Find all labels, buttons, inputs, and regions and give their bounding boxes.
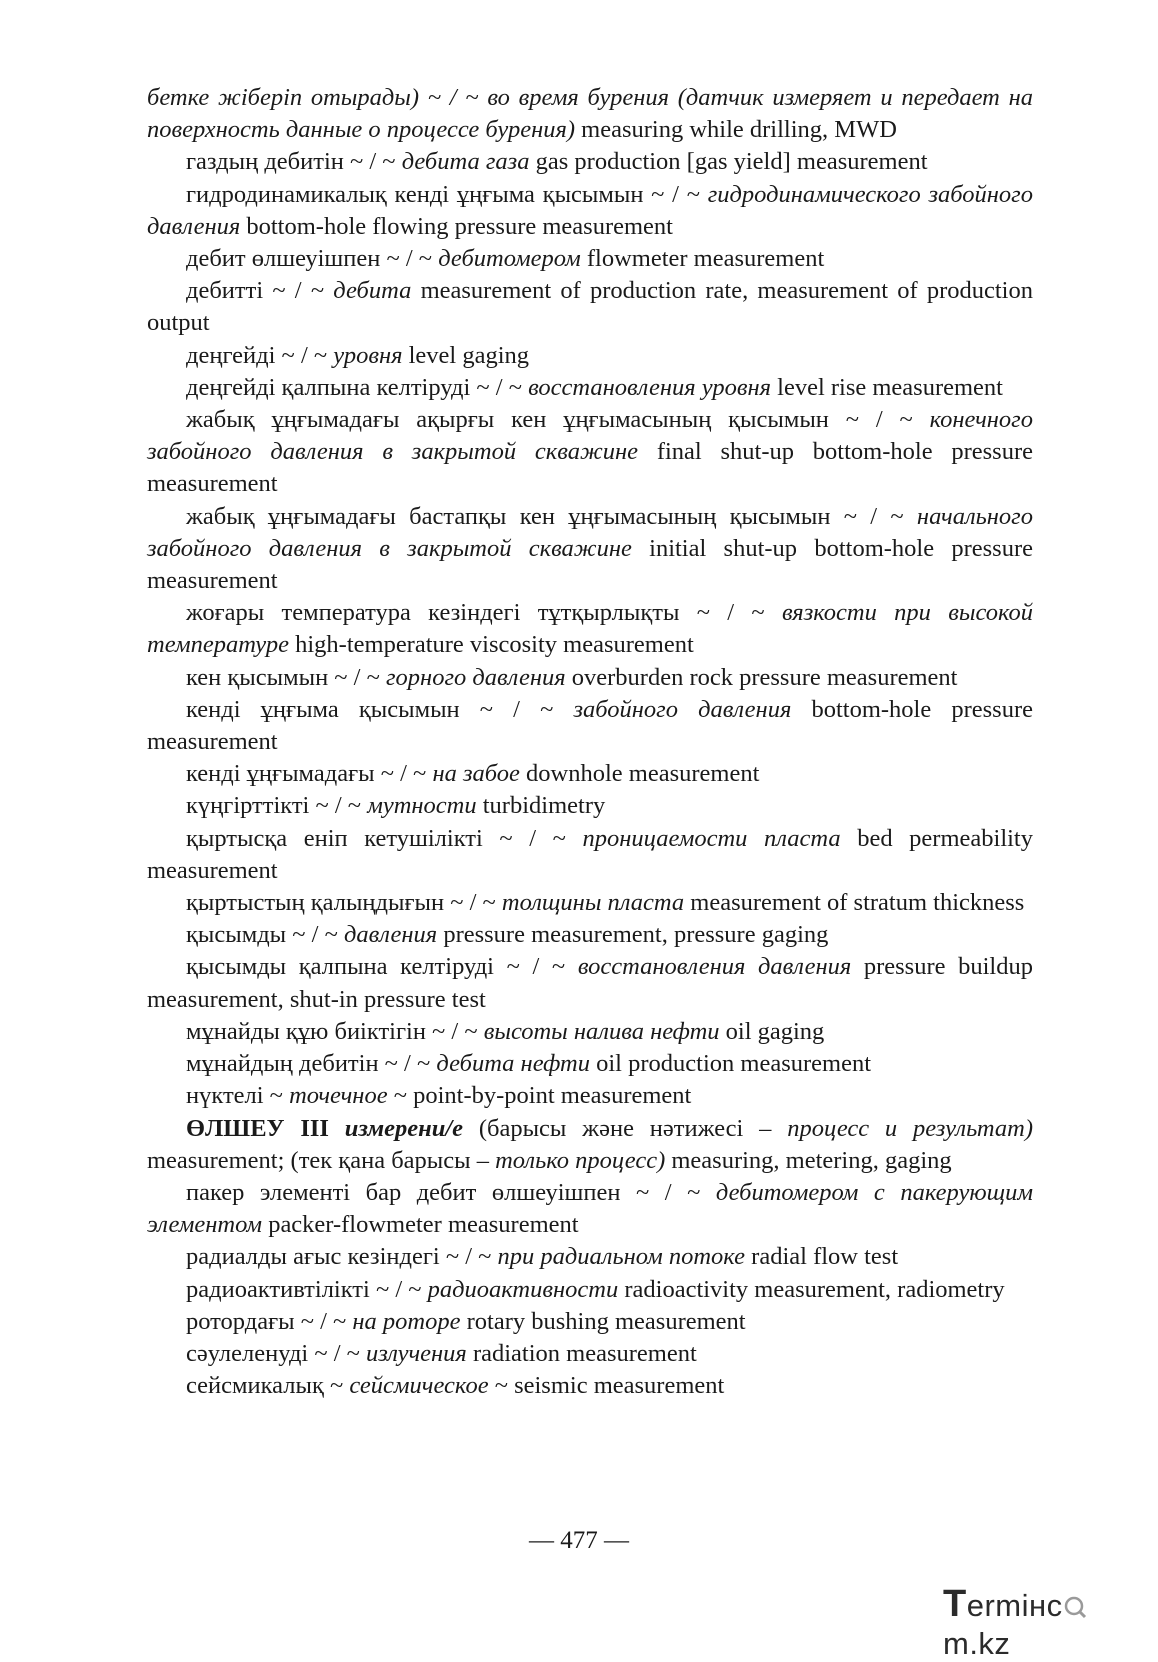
entry-part-en: overburden rock pressure measurement: [565, 663, 958, 691]
dictionary-entry: [147, 404, 1033, 501]
entry-part-ru: дебита нефти: [436, 1050, 590, 1078]
entry-part-kz: кенді ұңғыма қысымын ~ / ~: [186, 695, 574, 723]
entry-part-kz: мұнайдың дебитін ~ / ~: [186, 1050, 437, 1078]
dictionary-entry: [147, 694, 1033, 758]
entry-part-en: level rise measurement: [771, 373, 1003, 401]
entry-part-en: pressure measurement, pressure gaging: [437, 921, 829, 949]
entry-part-ru: во время бурения (датчик измеряет и передает на поверхность данные о процессе бурения): [147, 84, 1034, 144]
entry-part-en: initial shut-up bottom-hole pressure measurement: [147, 534, 1033, 595]
entry-part-kz: (барысы және нәтижесі –: [463, 1114, 788, 1142]
dictionary-entry: [147, 372, 1033, 404]
entry-part-ru: на роторе: [352, 1307, 461, 1335]
entry-part-kz: гидродинамикалық кенді ұңғыма қысымын ~ / ~: [186, 180, 708, 208]
entry-part-kz: сейсмикалық ~: [186, 1372, 350, 1400]
entry-part-en: final shut-up bottom-hole pressure measurement: [147, 438, 1033, 498]
entry-part-ru: горного давления: [386, 663, 566, 691]
entry-part-en: pressure buildup measurement, shut-in pressure test: [147, 953, 1033, 1013]
entry-part-kz: жабық ұңғымадағы ақырғы кен ұңғымасының қысымын ~ / ~: [186, 406, 930, 434]
entry-part-ru: проницаемости пласта: [582, 824, 841, 852]
entry-part-kz: сәулеленуді ~ / ~: [186, 1339, 367, 1367]
entry-part-kz: дебит өлшеуішпен ~ / ~: [186, 245, 439, 273]
dictionary-entry: [147, 1274, 1033, 1306]
entry-part-ru: вязкости при высокой температуре: [147, 599, 1033, 659]
entry-part-en: measurement of production rate, measurement of production output: [147, 277, 1033, 337]
dictionary-entry: [147, 823, 1033, 887]
entry-part-en: oil production measurement: [590, 1050, 871, 1078]
entry-part-kz: жабық ұңғымадағы бастапқы кен ұңғымасының қысымын ~ / ~: [186, 502, 917, 530]
entry-part-en: packer-flowmeter measurement: [262, 1211, 579, 1239]
entry-part-kz: жоғары температура кезіндегі тұтқырлықты ~ / ~: [186, 599, 782, 627]
entry-part-en: measurement of stratum thickness: [684, 889, 1025, 917]
entry-part-ru: на забое: [432, 760, 520, 788]
entry-part-en: downhole measurement: [519, 760, 760, 788]
entry-part-kz: қысымды қалпына келтіруді ~ / ~: [186, 953, 578, 981]
entry-part-en: rotary bushing measurement: [460, 1307, 746, 1335]
dictionary-entry: [147, 597, 1033, 661]
entry-part-ru: процесс и результат): [787, 1114, 1034, 1142]
entry-part-hw: ӨЛШЕУ ІІІ: [186, 1114, 345, 1142]
dictionary-entry: [147, 758, 1033, 790]
dictionary-entry: [147, 919, 1033, 951]
entry-part-en: ~ point-by-point measurement: [387, 1082, 692, 1110]
entry-part-hwru: измерени/е: [344, 1114, 464, 1142]
entry-part-kz: пакер элементі бар дебит өлшеуішпен ~ / ~: [186, 1178, 716, 1206]
dictionary-entry: [147, 1113, 1033, 1177]
dictionary-entry: [147, 1177, 1033, 1241]
dictionary-entry: [147, 243, 1033, 275]
dictionary-entry: [147, 1306, 1033, 1338]
entry-part-en: measurement; (тек қана барысы –: [147, 1146, 496, 1174]
entry-part-ru: начального забойного давления в закрытой скважине: [147, 502, 1033, 562]
entry-part-en: radioactivity measurement, radiometry: [618, 1275, 1005, 1303]
entry-part-kz: радиалды ағыс кезіндегі ~ / ~: [186, 1243, 498, 1271]
entry-part-ru: точечное: [289, 1082, 388, 1110]
dictionary-entry: [147, 501, 1033, 598]
entry-part-kz: газдың дебитін ~ / ~: [186, 148, 402, 176]
entry-part-en: measuring, metering, gaging: [665, 1146, 952, 1174]
entry-part-ru: дебитомером: [438, 245, 581, 273]
dictionary-entry: [147, 179, 1033, 243]
dictionary-entry: [147, 887, 1033, 919]
entry-part-en: ~ seismic measurement: [488, 1372, 725, 1400]
dictionary-entry: [147, 790, 1033, 822]
entry-part-kz: күңгірттікті ~ / ~: [186, 792, 368, 820]
logo-text-middle: ermінc: [966, 1588, 1063, 1623]
dictionary-page-body: [147, 82, 1033, 1402]
entry-part-ru: при радиальном потоке: [497, 1243, 746, 1271]
dictionary-entry: [147, 340, 1033, 372]
entry-part-kz: кен қысымын ~ / ~: [186, 663, 386, 691]
entry-part-en: gas production [gas yield] measurement: [529, 148, 928, 176]
entry-part-kz: дебитті ~ / ~: [186, 277, 334, 305]
entry-part-ru: гидродинамического забойного давления: [147, 180, 1033, 240]
entry-part-ru: дебитомером с пакерующим элементом: [147, 1178, 1034, 1239]
entry-part-en: level gaging: [402, 341, 530, 369]
entry-part-ru: дебита газа: [401, 148, 530, 176]
entry-part-ru: забойного давления: [573, 695, 792, 723]
entry-part-en: flowmeter measurement: [580, 245, 825, 273]
entry-part-en: radiation measurement: [466, 1339, 697, 1367]
dictionary-entry: [147, 1338, 1033, 1370]
dictionary-entry: [147, 1080, 1033, 1112]
logo-text-suffix: m.kz: [943, 1626, 1011, 1661]
entry-part-en: bottom-hole pressure measurement: [147, 695, 1033, 756]
entry-part-kz: нүктелі ~: [186, 1082, 290, 1110]
entry-part-ru: сейсмическое: [349, 1372, 489, 1400]
magnifier-icon: [1063, 1595, 1087, 1619]
entry-part-ru: излучения: [366, 1339, 467, 1367]
dictionary-entry: [147, 1241, 1033, 1273]
entry-part-ru: восстановления давления: [577, 953, 852, 981]
entry-part-kz: радиоактивтілікті ~ / ~: [186, 1275, 428, 1303]
entry-part-en: bed permeability measurement: [147, 824, 1033, 884]
entry-part-ru: давления: [343, 921, 438, 949]
entry-part-kz: кенді ұңғымадағы ~ / ~: [186, 760, 433, 788]
page-number: — 477 —: [529, 1527, 629, 1554]
entry-part-ru: бетке жіберіп отырады) ~ / ~: [147, 84, 488, 111]
entry-part-en: measuring while drilling, MWD: [575, 116, 897, 144]
entry-part-ru: дебита: [333, 277, 412, 305]
entry-part-en: turbidimetry: [476, 792, 606, 820]
entry-part-kz: қыртыстың қалыңдығын ~ / ~: [186, 889, 502, 917]
dictionary-entry: [147, 1016, 1033, 1048]
entry-part-en: high-temperature viscosity measurement: [288, 631, 694, 659]
entry-part-ru: только процесс): [495, 1146, 666, 1174]
entry-part-kz: ротордағы ~ / ~: [186, 1307, 353, 1335]
entry-part-ru: восстановления уровня: [528, 373, 772, 401]
dictionary-entry: [147, 951, 1033, 1015]
dictionary-entry: [147, 82, 1033, 146]
dictionary-entry: [147, 275, 1033, 339]
entry-part-ru: высоты налива нефти: [483, 1017, 720, 1045]
entry-part-en: radial flow test: [745, 1243, 899, 1271]
entry-part-kz: қысымды ~ / ~: [186, 921, 344, 949]
entry-part-ru: конечного забойного давления в закрытой скважине: [147, 406, 1033, 466]
entry-part-kz: мұнайды құю биіктігін ~ / ~: [186, 1017, 484, 1045]
dictionary-entry: [147, 1370, 1033, 1402]
dictionary-entry: [147, 146, 1033, 178]
entry-part-en: oil gaging: [719, 1017, 825, 1045]
entry-part-ru: мутности: [367, 792, 477, 820]
dictionary-entry: [147, 1048, 1033, 1080]
termincom-watermark-logo: [943, 1583, 1148, 1661]
entry-part-kz: деңгейді қалпына келтіруді ~ / ~: [186, 373, 529, 401]
dictionary-entry: [147, 662, 1033, 694]
entry-part-kz: қыртысқа еніп кетушілікті ~ / ~: [186, 824, 583, 852]
entry-part-ru: толщины пласта: [501, 889, 685, 917]
entry-part-ru: радиоактивности: [427, 1275, 619, 1303]
logo-letter-t: T: [943, 1583, 967, 1625]
entry-part-ru: уровня: [333, 341, 403, 369]
entry-part-en: bottom-hole flowing pressure measurement: [240, 212, 673, 240]
entry-part-kz: деңгейді ~ / ~: [186, 341, 334, 369]
